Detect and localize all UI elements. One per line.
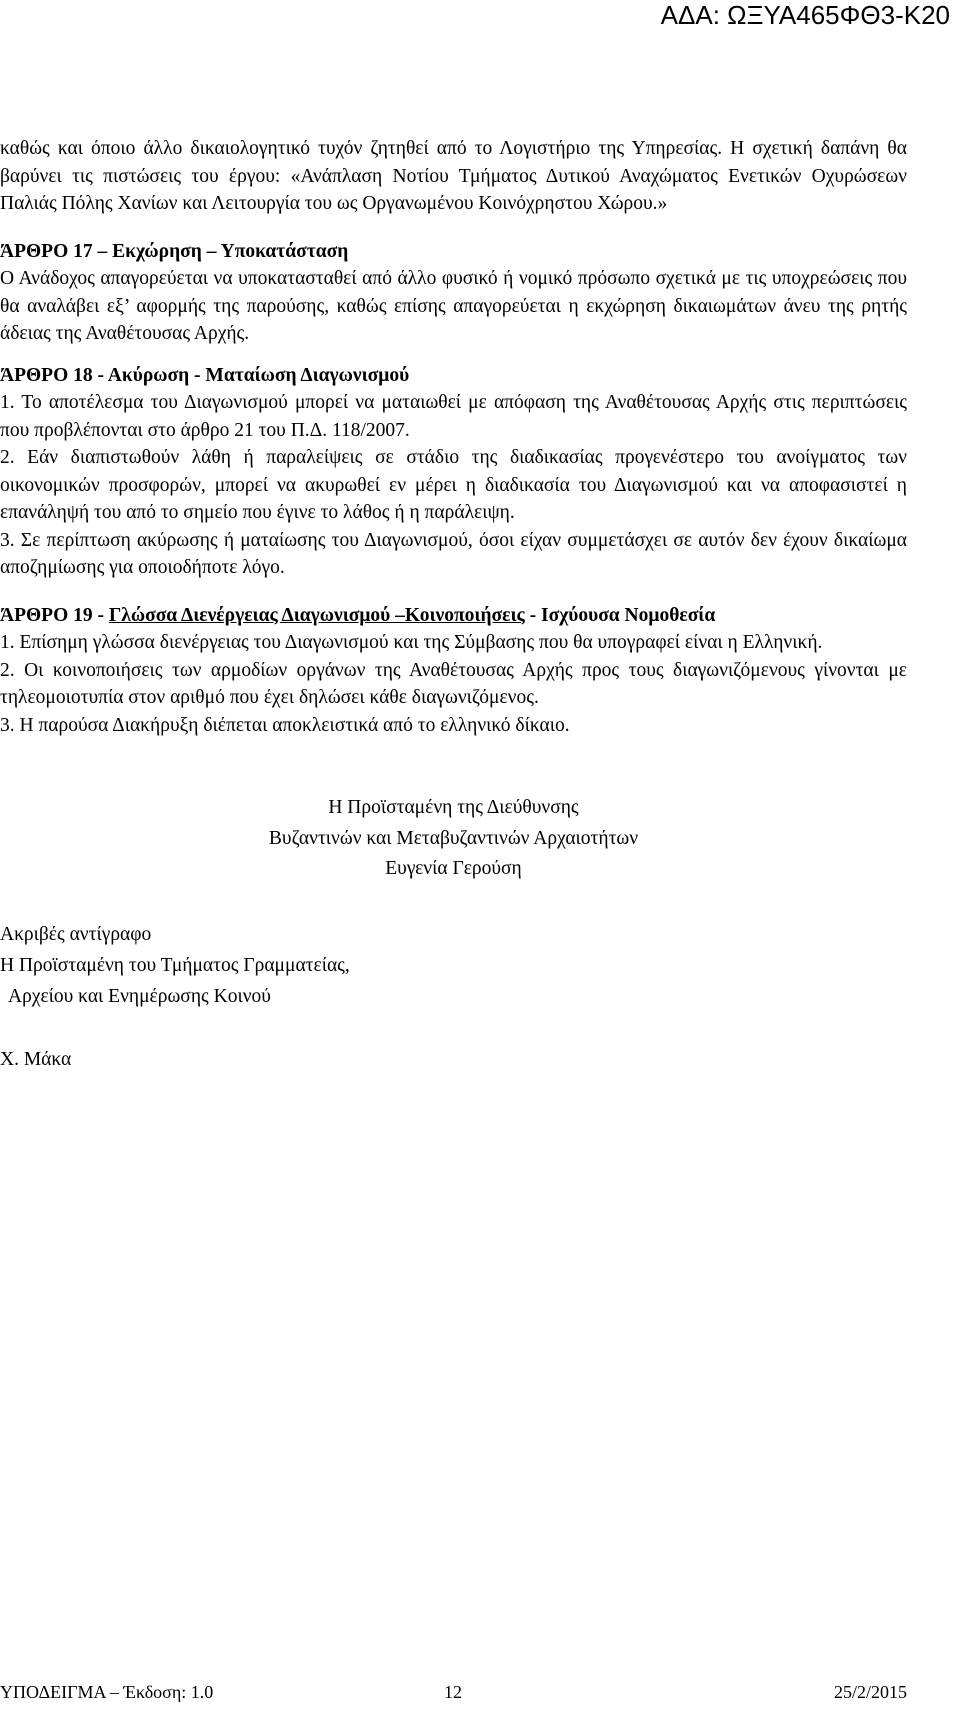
footer-version: ΥΠΟΔΕΙΓΜΑ – Έκδοση: 1.0 [0,1682,214,1702]
certified-copy-block [0,919,907,1012]
footer-date: 25/2/2015 [833,1682,907,1702]
document-body [0,135,907,1073]
footer-page-number: 12 [444,1682,462,1702]
article-18-item-1: 1. Το αποτέλεσμα του Διαγωνισμού μπορεί να ματαιωθεί με απόφαση της Αναθέτουσας Αρχής στις περιπτώσεις που προβλέπονται στο άρθρο 21 του Π.Δ. 118/2007. [0,392,907,441]
certified-copy-label: Ακριβές αντίγραφο [0,923,152,945]
article-17-heading: ΆΡΘΡΟ 17 – Εκχώρηση – Υποκατάσταση [0,240,349,262]
signature-title: Η Προϊσταμένη της Διεύθυνσης [328,797,579,818]
signature-block [0,793,907,885]
page-footer [0,1682,907,1712]
article-18-heading: ΆΡΘΡΟ 18 - Ακύρωση - Ματαίωση Διαγωνισμού [0,364,410,386]
article-17-text: Ο Ανάδοχος απαγορεύεται να υποκατασταθεί από άλλο φυσικό ή νομικό πρόσωπο σχετικά με τις υποχρεώσεις που θα αναλάβει εξ’ αφορμής της παρούσης, καθώς επίσης απαγορεύεται η εκχώρηση δικαιωμάτων άνευ της ρητής άδειας της Αναθέτουσας Αρχής. [0,268,907,344]
article-18-item-3: 3. Σε περίπτωση ακύρωσης ή ματαίωσης του Διαγωνισμού, όσοι είχαν συμμετάσχει σε αυτόν δεν έχουν δικαίωμα αποζημίωσης για οποιοδήποτε λόγο. [0,529,907,578]
certified-copy-signer: Χ. Μάκα [0,1048,72,1070]
article-19-heading-underlined: Γλώσσα Διενέργειας Διαγωνισμού –Κοινοποιήσεις [108,604,525,626]
intro-paragraph: καθώς και όποιο άλλο δικαιολογητικό τυχόν ζητηθεί από το Λογιστήριο της Υπηρεσίας. Η σχετική δαπάνη θα βαρύνει τις πιστώσεις του έργου: «Ανάπλαση Νοτίου Τμήματος Δυτικού Αναχώματος Ενετικών Οχυρώσεων Παλιάς Πόλης Χανίων και Λειτουργία του ως Οργανωμένου Κοινόχρηστου Χώρου.» [0,138,907,214]
article-18-item-2: 2. Εάν διαπιστωθούν λάθη ή παραλείψεις σε στάδιο της διαδικασίας προγενέστερο του ανοίγματος των οικονομικών προσφορών, μπορεί να ακυρωθεί εν μέρει η διαδικασία του Διαγωνισμού και να αποφασιστεί η επανάληψή του από το σημείο που έγινε το λάθος ή η παράλειψη. [0,447,907,523]
ada-code: ΑΔΑ: ΩΞΥΑ465ΦΘ3-Κ20 [660,0,950,30]
signature-department: Βυζαντινών και Μεταβυζαντινών Αρχαιοτήτων [268,827,639,849]
certified-copy-role: Η Προϊσταμένη του Τμήματος Γραμματείας, [0,954,350,976]
article-19-item-3: 3. Η παρούσα Διακήρυξη διέπεται αποκλειστικά από το ελληνικό δίκαιο. [0,714,570,736]
article-19-item-1: 1. Επίσημη γλώσσα διενέργειας του Διαγωνισμού και της Σύμβασης που θα υπογραφεί είναι η Ελληνική. [0,632,823,653]
article-19-heading-prefix: ΆΡΘΡΟ 19 - [0,604,109,626]
signature-name: Ευγενία Γερούση [385,858,522,879]
article-19-heading [0,602,907,630]
certified-copy-department: Αρχείου και Ενημέρωσης Κοινού [8,985,271,1007]
article-19-item-2: 2. Οι κοινοποιήσεις των αρμοδίων οργάνων της Αναθέτουσας Αρχής προς τους διαγωνιζόμενους γίνονται με τηλεομοιοτυπία στον αριθμό που έχει δηλώσει κάθε διαγωνιζόμενος. [0,659,907,708]
article-19-heading-suffix: - Ισχύουσα Νομοθεσία [524,604,716,626]
